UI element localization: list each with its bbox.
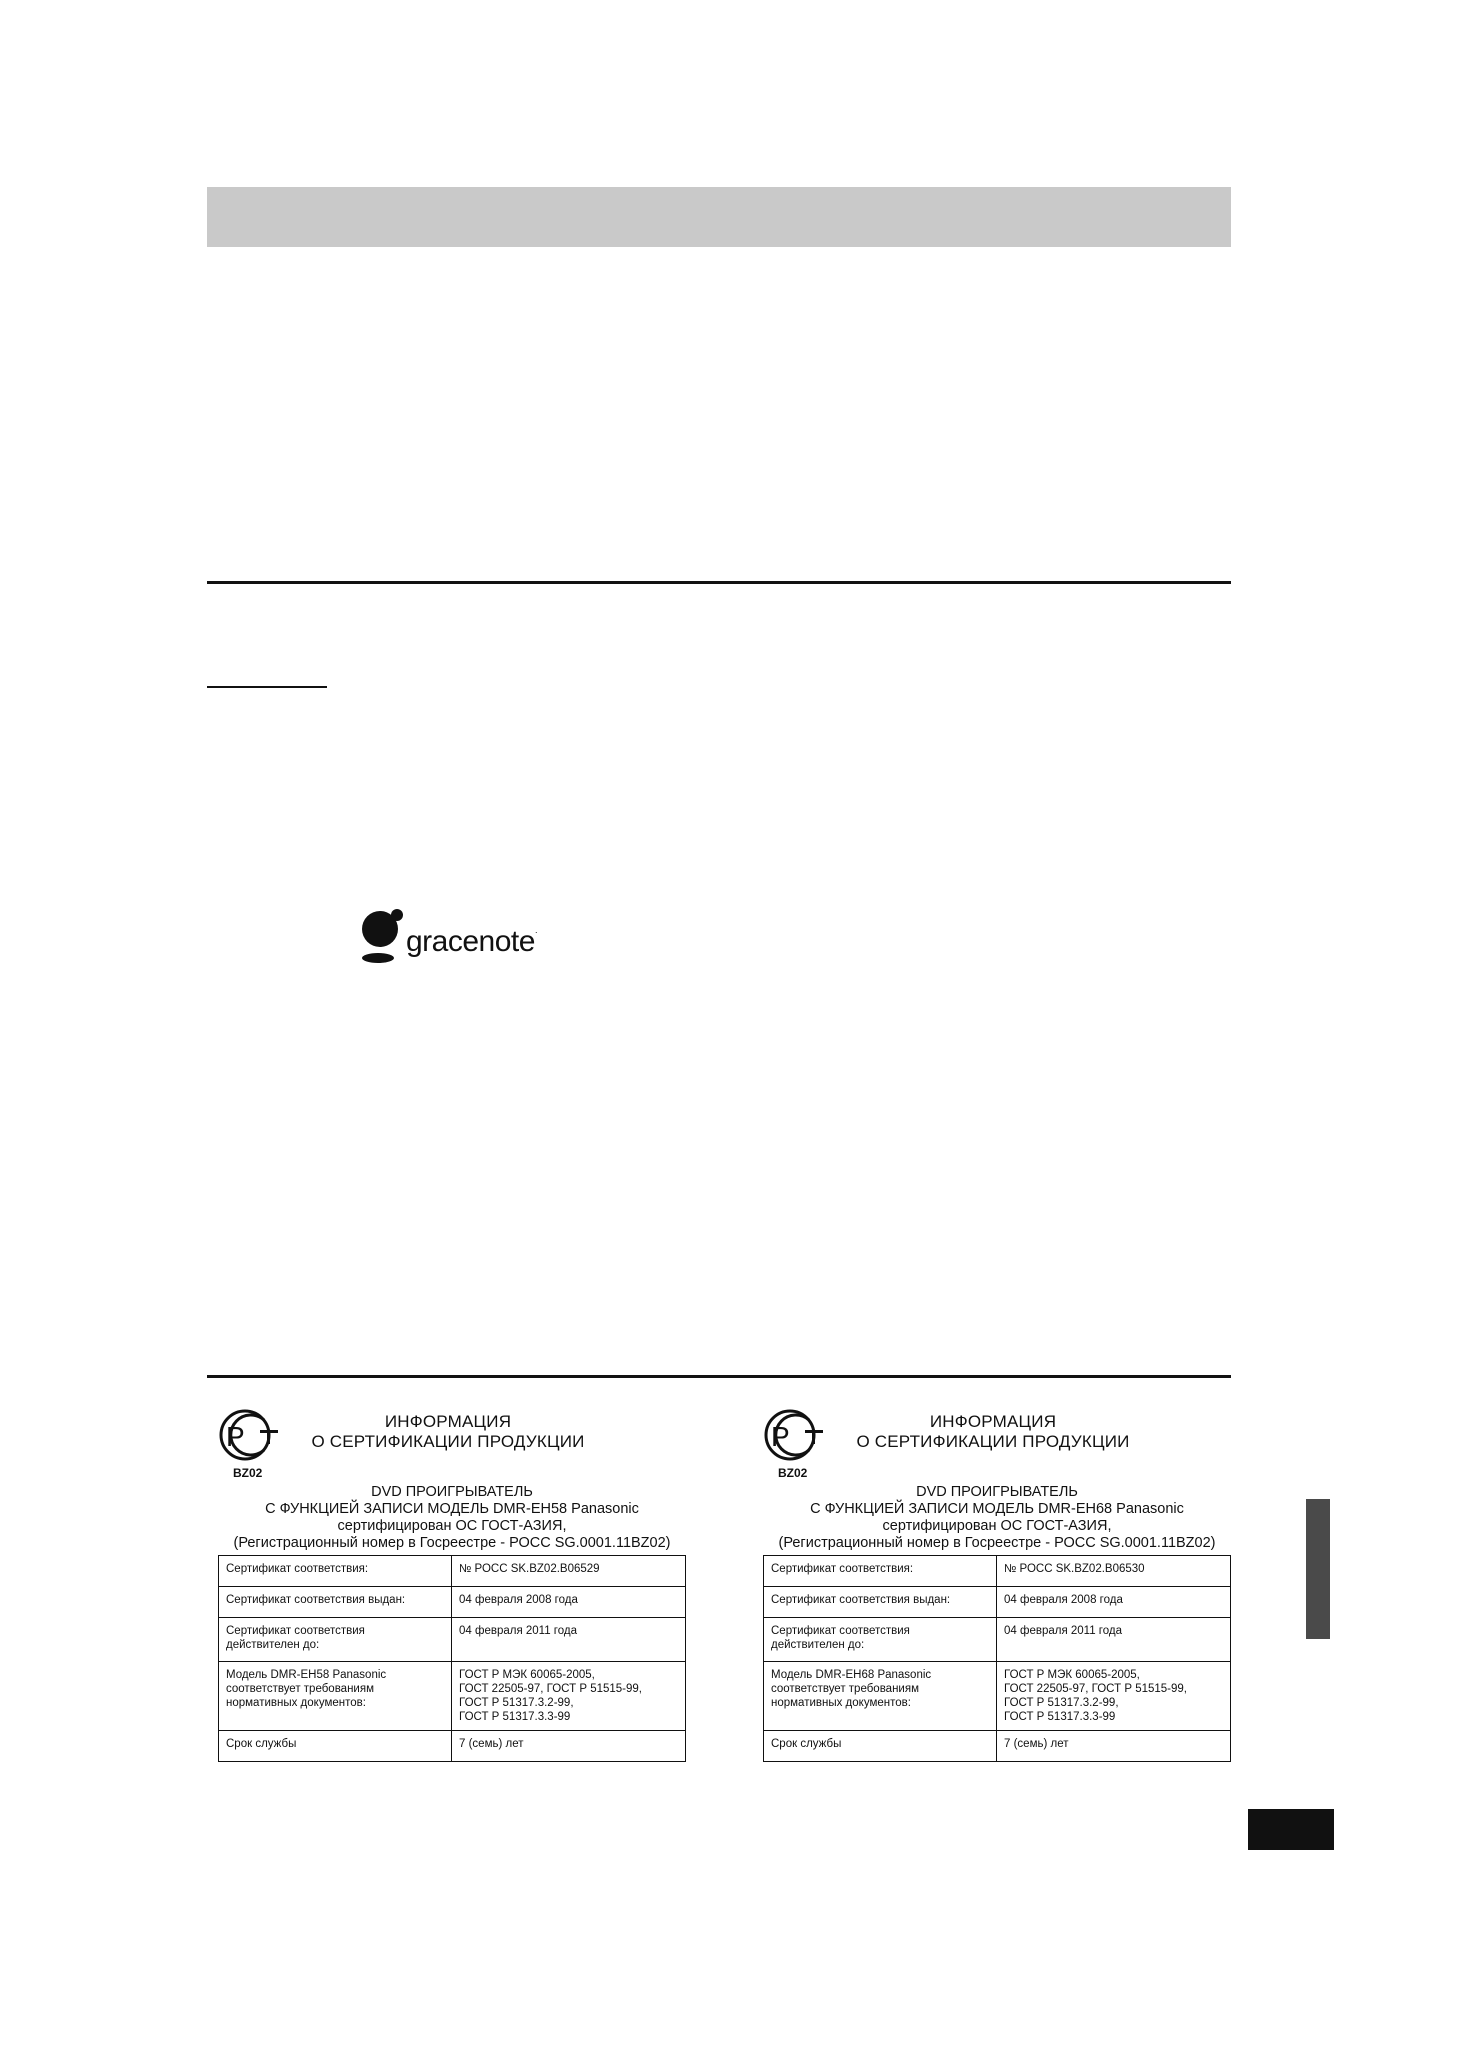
gracenote-logo [360, 905, 550, 965]
section-header-band [207, 187, 1231, 247]
rst-seal-icon [763, 1406, 825, 1468]
table-row [764, 1662, 1231, 1731]
certification-divider [207, 1375, 1231, 1378]
table-row [219, 1618, 686, 1662]
table-row [219, 1556, 686, 1587]
gracenote-wordmark: gracenote. [406, 925, 537, 958]
row-label: Сертификат соответствия выдан: [764, 1587, 997, 1618]
table-row [764, 1587, 1231, 1618]
row-label: Срок службы [219, 1731, 452, 1762]
gracenote-mark-icon [360, 905, 408, 965]
table-row [764, 1556, 1231, 1587]
certification-card-2 [763, 1402, 1231, 1766]
certification-card-1 [218, 1402, 686, 1766]
certification-table [763, 1555, 1231, 1762]
row-value: ГОСТ Р МЭК 60065-2005, ГОСТ 22505-97, ГОСТ Р 51515-99, ГОСТ Р 51317.3.2-99, ГОСТ Р 51317.3.3-99 [997, 1662, 1231, 1731]
row-value: № РОСС SK.BZ02.B06530 [997, 1556, 1231, 1587]
seal-code: BZ02 [233, 1466, 263, 1480]
rst-seal-icon [218, 1406, 280, 1468]
row-value: 04 февраля 2011 года [452, 1618, 686, 1662]
row-label: Сертификат соответствия действителен до: [764, 1618, 997, 1662]
row-value: 04 февраля 2008 года [452, 1587, 686, 1618]
row-label: Модель DMR-EH58 Panasonic соответствует требованиям нормативных документов: [219, 1662, 452, 1731]
certification-body: DVD ПРОИГРЫВАТЕЛЬ С ФУНКЦИЕЙ ЗАПИСИ МОДЕЛЬ DMR-EH58 Panasonic сертифицирован ОС ГОСТ-АЗИЯ, (Регистрационный номер в Госреестре - РОСС SG.0001.11BZ02) [233, 1484, 671, 1551]
row-value: 04 февраля 2008 года [997, 1587, 1231, 1618]
certification-title: ИНФОРМАЦИЯ О СЕРТИФИКАЦИИ ПРОДУКЦИИ [311, 1412, 585, 1451]
row-value: № РОСС SK.BZ02.B06529 [452, 1556, 686, 1587]
row-label: Срок службы [764, 1731, 997, 1762]
row-label: Сертификат соответствия: [764, 1556, 997, 1587]
subheading-underline [207, 686, 327, 688]
row-label: Сертификат соответствия: [219, 1556, 452, 1587]
row-value: 04 февраля 2011 года [997, 1618, 1231, 1662]
seal-code: BZ02 [778, 1466, 808, 1480]
row-value: 7 (семь) лет [997, 1731, 1231, 1762]
row-value: 7 (семь) лет [452, 1731, 686, 1762]
table-row [764, 1618, 1231, 1662]
table-row [219, 1587, 686, 1618]
svg-text:Р: Р [771, 1421, 790, 1452]
certification-table [218, 1555, 686, 1762]
certification-title: ИНФОРМАЦИЯ О СЕРТИФИКАЦИИ ПРОДУКЦИИ [856, 1412, 1130, 1451]
page-number-box [1248, 1809, 1334, 1850]
row-value: ГОСТ Р МЭК 60065-2005, ГОСТ 22505-97, ГОСТ Р 51515-99, ГОСТ Р 51317.3.2-99, ГОСТ Р 51317.3.3-99 [452, 1662, 686, 1731]
table-row [219, 1731, 686, 1762]
row-label: Сертификат соответствия выдан: [219, 1587, 452, 1618]
table-row [219, 1662, 686, 1731]
table-row [764, 1731, 1231, 1762]
svg-text:Р: Р [226, 1421, 245, 1452]
row-label: Модель DMR-EH68 Panasonic соответствует требованиям нормативных документов: [764, 1662, 997, 1731]
side-section-tab [1306, 1499, 1330, 1639]
certification-body: DVD ПРОИГРЫВАТЕЛЬ С ФУНКЦИЕЙ ЗАПИСИ МОДЕЛЬ DMR-EH68 Panasonic сертифицирован ОС ГОСТ-АЗИЯ, (Регистрационный номер в Госреестре - РОСС SG.0001.11BZ02) [778, 1484, 1216, 1551]
section-divider [207, 581, 1231, 584]
row-label: Сертификат соответствия действителен до: [219, 1618, 452, 1662]
